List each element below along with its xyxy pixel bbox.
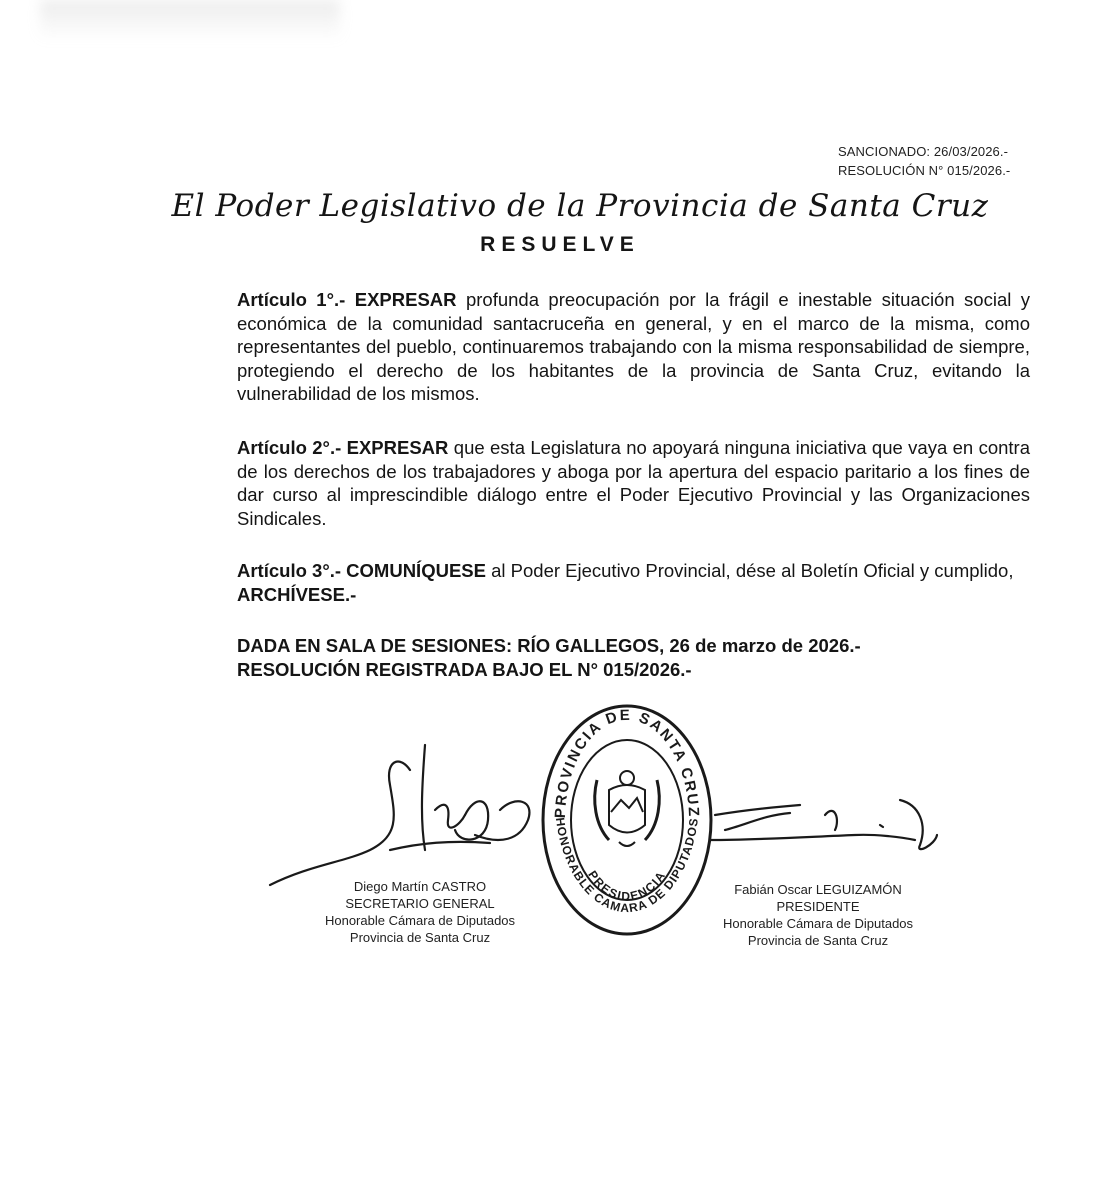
signatory-province: Provincia de Santa Cruz — [349, 930, 491, 945]
dada-en-sala — [237, 634, 1037, 681]
signature-left — [250, 725, 550, 895]
article-label: Artículo 3°.- — [237, 560, 342, 581]
seal-bottom-text: HONORABLE CAMARA DE DIPUTADOS — [552, 816, 702, 916]
signatory-province: Provincia de Santa Cruz — [747, 933, 889, 948]
dada-line: DADA EN SALA DE SESIONES: RÍO GALLEGOS, 26 de marzo de 2026.- — [237, 635, 861, 656]
sancionado-date: SANCIONADO: 26/03/2026.- — [838, 144, 1009, 159]
signatory-role: PRESIDENTE — [776, 899, 860, 914]
article-closing: ARCHÍVESE.- — [237, 583, 357, 605]
svg-text:PROVINCIA DE SANTA CRUZ — [552, 707, 702, 819]
header-block — [838, 142, 1048, 180]
article-label: Artículo 1°.- — [237, 289, 346, 310]
article-3 — [237, 559, 1030, 606]
article-label: Artículo 2°.- — [237, 437, 342, 458]
signatory-body: Honorable Cámara de Diputados — [722, 916, 914, 931]
article-text: al Poder Ejecutivo Provincial, dése al Boletín Oficial y cumplido, — [491, 560, 1014, 581]
signatory-left — [290, 878, 550, 946]
signatory-body: Honorable Cámara de Diputados — [324, 913, 516, 928]
resolution-number: RESOLUCIÓN N° 015/2026.- — [838, 163, 1011, 178]
seal-top-text: PROVINCIA DE SANTA CRUZ — [551, 706, 703, 819]
scan-shadow — [40, 0, 340, 40]
coat-of-arms-icon — [595, 771, 660, 846]
article-verb: EXPRESAR — [346, 437, 449, 458]
signature-right — [705, 785, 945, 885]
signatory-role: SECRETARIO GENERAL — [345, 896, 495, 911]
article-text: profunda preocupación por la frágil e inestable situación social y económica de la comunidad santacruceña en general, y en el marco de la misma, como representantes del pueblo, continuaremos trabajando con la misma responsabilidad de siempre, protegiendo el derecho de los habitantes de la provincia de Santa Cruz, evitando la vulnerabilidad de los mismos. — [237, 289, 1031, 404]
resuelve-heading: RESUELVE — [480, 233, 640, 256]
document-title: El Poder Legislativo de la Provincia de Santa Cruz — [171, 188, 989, 224]
signatory-name: Diego Martín CASTRO — [353, 879, 487, 894]
article-2 — [237, 436, 1030, 530]
seal-inner-text: PRESIDENCIA — [585, 868, 669, 904]
article-verb: COMUNÍQUESE — [346, 560, 486, 581]
registered-line: RESOLUCIÓN REGISTRADA BAJO EL N° 015/2026.- — [237, 658, 692, 680]
article-text: que esta Legislatura no apoyará ninguna iniciativa que vaya en contra de los derechos de los trabajadores y aboga por la apertura del espacio paritario a los fines de dar curso al imprescindible diálogo entre el Poder Ejecutivo Provincial y las Organizaciones Sindicales. — [237, 437, 1030, 529]
article-verb: EXPRESAR — [354, 289, 457, 310]
signatory-right — [688, 881, 948, 949]
article-1 — [237, 288, 1030, 406]
signatory-name: Fabián Oscar LEGUIZAMÓN — [734, 882, 902, 897]
